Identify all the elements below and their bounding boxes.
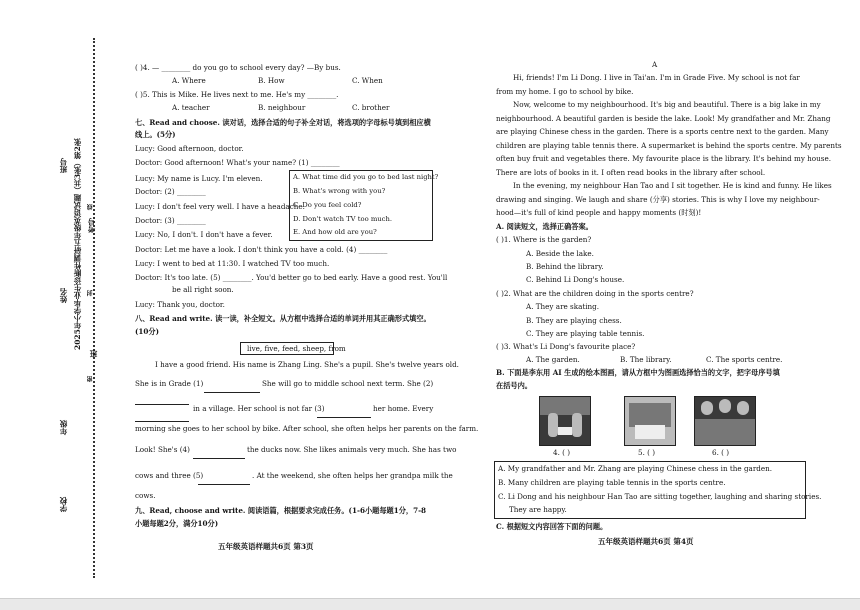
dialog-line-11: be all right soon. (172, 285, 234, 294)
reading-line-9: In the evening, my neighbour Han Tao and I sit together. He is kind and funny. He likes (513, 181, 832, 190)
part-b-title-2: 在括号内。 (496, 381, 532, 390)
passage-line-2b: She will go to middle school next term. She (2) (262, 379, 434, 388)
question-5: ( )5. This is Mike. He lives next to me. He's my ________. (135, 90, 339, 99)
passage-line-2a: She is in Grade (1) (135, 379, 204, 388)
part-a-title: A. 阅读短文，选择正确答案。 (496, 222, 593, 231)
section-7-title: 七、Read and choose. 读对话，选择合适的句子补全对话，将选项的字母标号填到相应横 (135, 118, 431, 127)
passage-line-5b: the ducks now. She likes animals very much. She has two (247, 445, 457, 454)
dialog-line-4: Doctor: (2) ________ (135, 187, 206, 196)
reading-line-4: neighbourhood. A beautiful garden is beside the lake. Look! My grandfather and Mr. Zhang (496, 114, 831, 123)
binding-line (93, 38, 95, 578)
part-b-option-b: B. Many children are playing table tennis in the sports centre. (498, 478, 726, 487)
blank-5[interactable] (198, 477, 250, 485)
option-c: C. Do you feel cold? (293, 201, 362, 209)
picture-chess (539, 396, 591, 446)
reading-line-6: children are playing table tennis there. A supermarket is behind the sports centre. My parents (496, 141, 842, 150)
dialog-line-2: Doctor: Good afternoon! What's your name? (1) ________ (135, 158, 340, 167)
reading-line-10: drawing and singing. We laugh and share (分享) stories. This is why I love my neighbour- (496, 195, 820, 204)
picture-6-label[interactable]: 6. ( ) (712, 448, 730, 457)
rq1-option-b: B. Behind the library. (526, 262, 604, 271)
reading-line-2: from my home. I go to school by bike. (496, 87, 634, 96)
section-7-score: 线上。(5分) (135, 130, 176, 139)
dialog-line-3: Lucy: My name is Lucy. I'm eleven. (135, 174, 263, 183)
blank-3[interactable] (317, 410, 371, 418)
q4-option-a: A. Where (172, 76, 206, 85)
rq2-option-c: C. They are playing table tennis. (526, 329, 645, 338)
dialog-line-9: Lucy: I went to bed at 11:30. I watched TV too much. (135, 259, 330, 268)
passage-line-3b: her home. Every (373, 404, 434, 413)
rq2-option-a: A. They are skating. (526, 302, 600, 311)
dialog-line-8: Doctor: Let me have a look. I don't think you have a cold. (4) ________ (135, 245, 388, 254)
rq3-option-a: A. The garden. (526, 355, 580, 364)
sidebar-exam-title: 2025年小学毕业生诊断性调研五年级英语试题（共3张）第2张 (73, 138, 82, 350)
sidebar-kaohao-label: 考号 (87, 218, 96, 233)
reading-line-1: Hi, friends! I'm Li Dong. I live in Tai'an. I'm in Grade Five. My school is not far (513, 73, 800, 82)
section-8-score: (10分) (135, 327, 159, 336)
passage-heading-a: A (652, 60, 658, 69)
picture-5-label[interactable]: 5. ( ) (638, 448, 656, 457)
passage-line-6a: cows and three (5) (135, 471, 204, 480)
sidebar-name-label: 姓名 (59, 288, 68, 303)
sidebar-school-label: 学校 (59, 497, 68, 512)
reading-line-7: often buy fruit and vegetables there. My favourite place is the library. It's behind my house. (496, 154, 831, 163)
passage-line-3a: in a village. Her school is not far (3) (193, 404, 325, 413)
options-box (289, 170, 439, 241)
reading-line-5: are playing Chinese chess in the garden. There is a sports centre next to the garden. Many (496, 127, 829, 136)
seal-mark-secret: 密 (87, 376, 94, 382)
rq2-option-b: B. They are playing chess. (526, 316, 622, 325)
dialog-line-12: Lucy: Thank you, doctor. (135, 300, 225, 309)
dialog-line-1: Lucy: Good afternoon, doctor. (135, 144, 244, 153)
word-bank-box (240, 342, 346, 355)
left-page-footer: 五年级英语样题共6页 第3页 (218, 542, 314, 551)
blank-2-extra (135, 414, 189, 422)
reading-line-11: hood—it's full of kind people and happy moments (时刻)! (496, 208, 702, 217)
reading-question-2: ( )2. What are the children doing in the sports centre? (496, 289, 694, 298)
q4-option-b: B. How (258, 76, 285, 85)
option-b: B. What's wrong with you? (293, 187, 386, 195)
seal-mark-line: 线 (87, 204, 94, 210)
blank-1[interactable] (204, 385, 260, 393)
option-e: E. And how old are you? (293, 228, 377, 236)
part-b-title: B. 下面是李东用 AI 生成的绘本图画，请从方框中为图画选择恰当的文字，把字母序号填 (496, 368, 780, 377)
blank-2[interactable] (135, 397, 189, 405)
option-d: D. Don't watch TV too much. (293, 215, 392, 223)
word-bank: live, five, feed, sheep, from (247, 344, 346, 353)
passage-line-4: morning she goes to her school by bike. After school, she often helps her parents on the farm. (135, 424, 479, 433)
question-4: ( )4. — ________ do you go to school every day? —By bus. (135, 63, 341, 72)
rq3-option-c: C. The sports centre. (706, 355, 783, 364)
sidebar-ban-label: 班 (89, 350, 98, 358)
reading-line-8: There are lots of books in it. I often read books in the library after school. (496, 168, 766, 177)
part-b-options-box (494, 461, 822, 519)
q5-option-a: A. teacher (172, 103, 210, 112)
passage-line-1: I have a good friend. His name is Zhang Ling. She's a pupil. She's twelve years old. (155, 360, 459, 369)
section-9-score: 小题每题2分，满分10分) (135, 519, 219, 528)
q5-option-b: B. neighbour (258, 103, 306, 112)
dialog-line-7: Lucy: No, I don't. I don't have a fever. (135, 230, 273, 239)
dialog-line-5: Lucy: I don't feel very well. I have a headache. (135, 202, 305, 211)
picture-sharing-stories (694, 396, 756, 446)
reading-question-3: ( )3. What's Li Dong's favourite place? (496, 342, 636, 351)
rq3-option-b: B. The library. (620, 355, 672, 364)
right-page-footer: 五年级英语样题共6页 第4页 (598, 537, 694, 546)
q5-option-c: C. brother (352, 103, 390, 112)
blank-4[interactable] (193, 451, 245, 459)
part-b-option-c: C. Li Dong and his neighbour Han Tao are sitting together, laughing and sharing stories. (498, 492, 822, 501)
rq1-option-c: C. Behind Li Dong's house. (526, 275, 625, 284)
part-b-option-a: A. My grandfather and Mr. Zhang are playing Chinese chess in the garden. (498, 464, 773, 473)
reading-line-3: Now, welcome to my neighbourhood. It's big and beautiful. There is a big lake in my (513, 100, 821, 109)
reading-question-1: ( )1. Where is the garden? (496, 235, 592, 244)
viewer-bottom-bar (0, 598, 860, 610)
seal-mark-seal: 封 (87, 290, 94, 296)
rq1-option-a: A. Beside the lake. (526, 249, 594, 258)
passage-line-6b: . At the weekend, she often helps her grandpa milk the (252, 471, 453, 480)
dialog-line-10: Doctor: It's too late. (5) ________. You'd better go to bed early. Have a good rest. You'll (135, 273, 448, 282)
option-a: A. What time did you go to bed last night? (293, 173, 439, 181)
passage-line-5a: Look! She's (4) (135, 445, 190, 454)
sidebar-grade-label: 年级 (59, 420, 68, 435)
part-b-option-c-cont: They are happy. (509, 505, 567, 514)
section-9-title: 九、Read, choose and write. 阅读语篇，根据要求完成任务。(1-6小题每题1分，7-8 (135, 506, 427, 515)
picture-table-tennis (624, 396, 676, 446)
section-8-title: 八、Read and write. 读一读，补全短文。从方框中选择合适的单词并用其正确形式填空。 (135, 314, 431, 323)
passage-line-7: cows. (135, 491, 156, 500)
part-c-title: C. 根据短文内容回答下面的问题。 (496, 522, 608, 531)
picture-4-label[interactable]: 4. ( ) (553, 448, 571, 457)
dialog-line-6: Doctor: (3) ________ (135, 216, 206, 225)
q4-option-c: C. When (352, 76, 383, 85)
sidebar-banhao-label: 班号 (59, 158, 68, 173)
